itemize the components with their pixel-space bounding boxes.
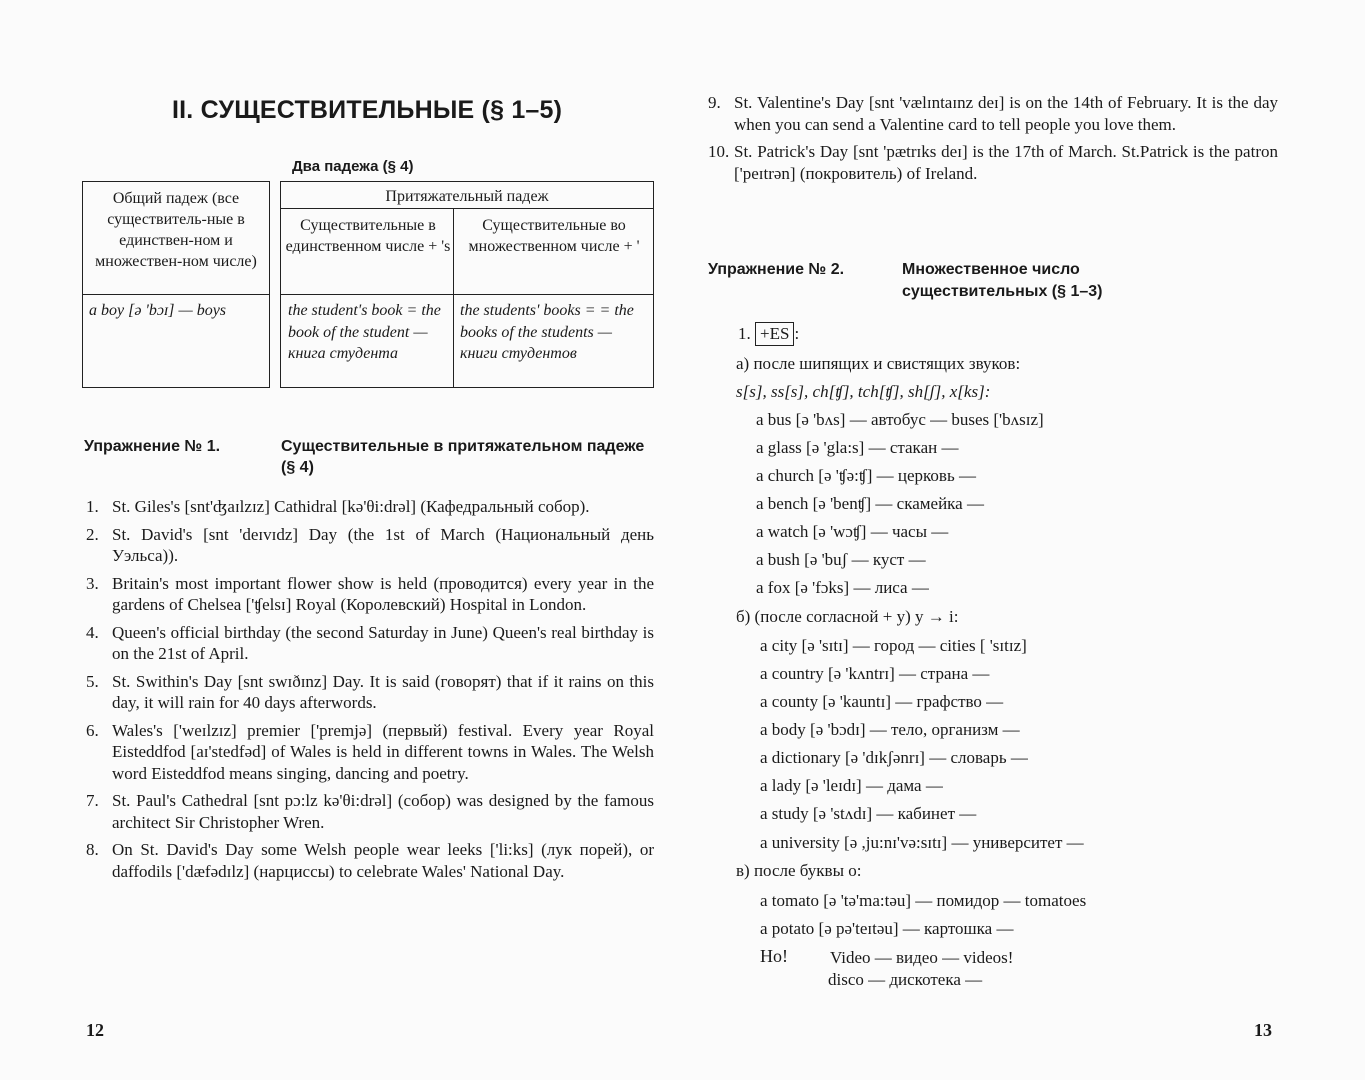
exercise-1-list [86,496,654,888]
list-item: 6. Wales's ['weɪlzɪz] premier ['premjə] (первый) festival. Every year Royal Eisteddfod [aɪ'stedfəd] of Wales is held in different towns in Wales. The Welsh word Eisteddfod means singing, dancing and poetry. [86,720,654,783]
table-divider [82,294,270,295]
example-line: a university [ə ,ju:nɪ'və:sɪtɪ] — университет — [760,833,1084,852]
example-line: a church [ə 'ʧə:ʧ] — церковь — [756,466,976,485]
exercise-2-title-line1: Множественное число [902,261,1080,278]
example-line: a tomato [ə 'tə'ma:təu] — помидор — tomatoes [760,891,1087,910]
example-line: a dictionary [ə 'dɪkʃənrɪ] — словарь — [760,748,1028,767]
table-possessive-header: Притяжательный падеж [385,188,549,205]
example-line: a country [ə 'kʌntrɪ] — страна — [760,664,990,683]
rule-heading [738,322,799,346]
exercise-1-title: Существительные в притяжательном падеже (§ 4) [281,438,645,476]
example-line: a study [ə 'stʌdɪ] — кабинет — [760,804,977,823]
list-item: 1. St. Giles's [snt'ʤaɪlzɪz] Cathidral [kə'θi:drəl] (Кафедральный собор). [86,497,590,516]
table-divider [453,208,454,388]
table-common-example: a boy [ə 'bɔɪ] — boys [89,302,227,319]
exception-line: Video — видео — videos! [830,948,1014,967]
list-item: 2. St. David's [snt 'deɪvɪdz] Day (the 1st of March (Национальный день Уэльса)). [86,524,654,565]
rule-line: а) после шипящих и свистящих звуков: [736,354,1021,373]
example-line: a lady [ə 'leɪdɪ] — дама — [760,776,943,795]
exercise-1-number: Упражнение № 1. [84,438,221,455]
example-line: a bench [ə 'benʧ] — скамейка — [756,494,984,513]
page-title: II. СУЩЕСТВИТЕЛЬНЫЕ (§ 1–5) [172,96,563,124]
rule-number: 1. [738,324,751,343]
example-line: a city [ə 'sɪtɪ] — город — cities [ 'sɪtɪz] [760,636,1027,655]
example-line: a body [ə 'bɔdɪ] — тело, организм — [760,720,1020,739]
list-item: 4. Queen's official birthday (the second Saturday in June) Queen's real birthday is on the 21st of April. [86,622,654,663]
list-item: 10. St. Patrick's Day [snt 'pætrɪks deɪ] is the 17th of March. St.Patrick is the patron ['peɪtrən] (покровитель) of Ireland. [708,142,1278,183]
exercise-1-list-continued [708,92,1278,190]
table-singular-example: the student's book = the book of the student — книга студента [288,302,441,362]
table-singular-header: Существительные в единственном числе + 's [285,217,451,255]
example-line: a potato [ə pə'teɪtəu] — картошка — [760,919,1014,938]
table-caption: Два падежа (§ 4) [292,158,414,175]
example-line: a glass [ə 'gla:s] — стакан — [756,438,959,457]
list-item: 7. St. Paul's Cathedral [snt pɔ:lz kə'θi:drəl] (собор) was designed by the famous architect Sir Christopher Wren. [86,791,654,832]
list-item: 3. Britain's most important flower show is held (проводится) every year in the gardens of Chelsea ['ʧelsɪ] Royal (Королевский) Hospital in London. [86,573,654,614]
example-line: a watch [ə 'wɔʧ] — часы — [756,522,949,541]
exception-line: disco — дискотека — [828,970,983,989]
rule-box: +ES [755,322,794,346]
table-plural-example: the students' books = = the books of the students — книги студентов [460,302,634,362]
rule-line: б) (после согласной + y) y → i: [736,607,959,626]
example-line: a bus [ə 'bʌs] — автобус — buses ['bʌsɪz] [756,410,1044,429]
table-divider [280,294,654,295]
page-number-left: 12 [86,1020,104,1040]
rule-line: s[s], ss[s], ch[ʧ], tch[ʧ], sh[ʃ], x[ks]: [736,382,991,401]
table-plural-header: Существительные во множественном числе + ' [468,217,640,255]
list-item: 8. On St. David's Day some Welsh people wear leeks ['li:ks] (лук порей), or daffodils ['dæfədɪlz] (нарциссы) to celebrate Wales' National Day. [86,840,654,881]
table-common-header: Общий падеж (все существитель-ные в единствен-ном и множествен-ном числе) [95,190,257,270]
example-line: a county [ə 'kauntɪ] — графство — [760,692,1004,711]
rule-line: в) после буквы o: [736,861,862,880]
list-item: 5. St. Swithin's Day [snt swɪðɪnz] Day. It is said (говорят) that if it rains on this day, it will rain for 40 days afterwords. [86,671,654,712]
rule-box-colon: : [794,324,800,343]
exercise-2-title-line2: существительных (§ 1–3) [902,283,1103,300]
example-line: a bush [ə 'buʃ — куст — [756,550,926,569]
table-divider [280,208,654,209]
exercise-2-number: Упражнение № 2. [708,261,845,278]
page-number-right: 13 [1254,1020,1272,1040]
example-line: a fox [ə 'fɔks] — лиса — [756,578,929,597]
list-item: 9. St. Valentine's Day [snt 'vælɪntaɪnz deɪ] is on the 14th of February. It is the day when you can send a Valentine card to tell people you love them. [708,93,1278,134]
exception-label: Но! [760,946,788,966]
